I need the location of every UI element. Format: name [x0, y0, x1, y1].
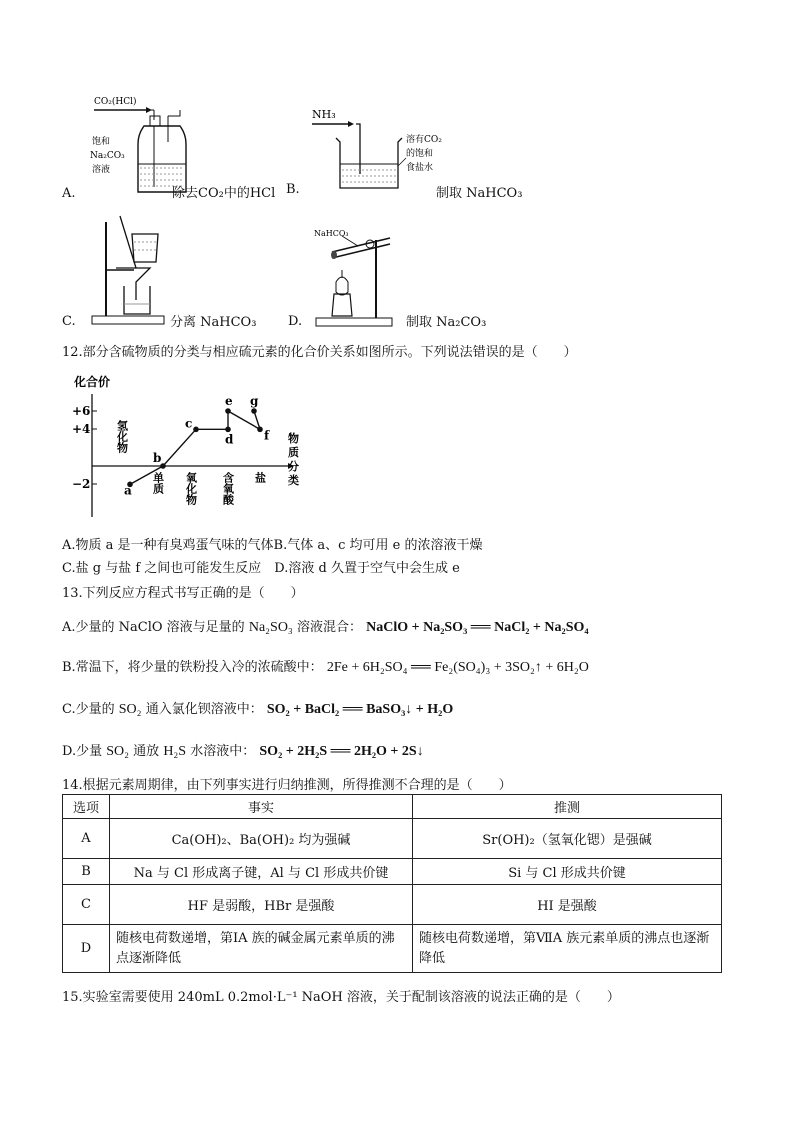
q11-option-a-text: 除去CO₂中的HCl [172, 186, 276, 201]
fig-a-label-1: 饱和 [92, 137, 111, 147]
fig-d-label: NaHCO₃ [314, 229, 349, 238]
q14-row-b-fact: Na 与 Cl 形成离子键，Al 与 Cl 形成共价键 [110, 859, 413, 885]
q12-options-ab: A.物质 a 是一种有臭鸡蛋气味的气体B.气体 a、c 均可用 e 的浓溶液干燥 [62, 538, 483, 553]
q14-row-a-guess: Sr(OH)₂（氢氧化锶）是强碱 [413, 819, 722, 859]
chart-y-tick-plus4: +4 [72, 422, 91, 436]
q11-option-d-text: 制取 Na₂CO₃ [406, 315, 487, 330]
fig-b-label-2: 的饱和 [406, 149, 434, 159]
q13-c-equation: SO₂ + BaCl₂ ══ BaSO₃↓ + H₂O [266, 702, 454, 717]
chart-point-label-c: c [185, 416, 193, 431]
fig-a-label-2: Na₂CO₃ [90, 151, 125, 161]
q13-c-prefix: C.少量的 [62, 702, 115, 717]
q13-d-middle-1: 通放 [133, 744, 160, 759]
q13-option-b [62, 656, 589, 676]
q14-row-a-fact: Ca(OH)₂、Ba(OH)₂ 均为强碱 [110, 819, 413, 859]
chart-category-oxyacid: 含氧酸 [221, 472, 235, 505]
q14-header-row [63, 795, 722, 819]
q13-d-equation: SO₂ + 2H₂S ══ 2H₂O + 2S↓ [259, 744, 424, 759]
q13-stem: 13.下列反应方程式书写正确的是（ ） [62, 586, 304, 601]
fig-b-label-1: 溶有CO₂ [406, 135, 442, 145]
table-row [63, 819, 722, 859]
table-row [63, 925, 722, 973]
q14-row-c-option: C [63, 885, 110, 925]
fig-a-gas-label: CO₂(HCl) [94, 97, 137, 107]
apparatus-d-heating [312, 222, 396, 330]
apparatus-c-filtration [88, 212, 168, 328]
q14-row-c-guess: HI 是强酸 [413, 885, 722, 925]
q11-option-c-letter: C. [62, 314, 76, 329]
q14-row-c-fact: HF 是弱酸，HBr 是强酸 [110, 885, 413, 925]
chart-category-salt: 盐 [253, 472, 267, 483]
q13-option-d [62, 740, 424, 760]
apparatus-b-beaker [312, 104, 442, 192]
chart-y-tick-minus2: −2 [72, 477, 91, 491]
q13-a-reagent: Na₂SO₃ [248, 620, 293, 635]
q13-d-prefix: D.少量 [62, 744, 103, 759]
q11-option-b-text: 制取 NaHCO₃ [436, 186, 523, 201]
chart-category-oxide: 氧化物 [184, 472, 198, 505]
q13-b-prefix: B.常温下，将少量的铁粉投入冷的浓硫酸中： [62, 660, 323, 675]
q13-d-reagent-1: SO₂ [106, 744, 130, 759]
q11-option-a-letter: A. [62, 186, 76, 201]
q13-b-equation: 2Fe + 6H₂SO₄ ══ Fe₂(SO₄)₃ + 3SO₂↑ + 6H₂O [326, 660, 589, 675]
q13-a-prefix: A.少量的 NaClO 溶液与足量的 [62, 620, 245, 635]
chart-point-label-e: e [225, 393, 233, 408]
q14-row-d-option: D [63, 925, 110, 973]
q13-option-a [62, 616, 589, 636]
chart-point-f [257, 427, 263, 433]
q15-stem: 15.实验室需要使用 240mL 0.2mol·L⁻¹ NaOH 溶液，关于配制该溶液的说法正确的是（ ） [62, 990, 620, 1005]
chart-category-simple-substance: 单质 [151, 472, 165, 494]
chart-y-tick-plus6: +6 [72, 404, 91, 418]
chart-x-title-1: 物 [288, 432, 299, 445]
chart-point-label-g: g [250, 393, 259, 408]
q12-options-cd: C.盐 g 与盐 f 之间也可能发生反应 D.溶液 d 久置于空气中会生成 e [62, 561, 460, 576]
fig-b-label-3: 食盐水 [406, 163, 434, 173]
q11-option-c-text: 分离 NaHCO₃ [170, 315, 257, 330]
chart-line-b-c [163, 429, 196, 466]
chart-x-title-4: 类 [288, 474, 299, 487]
q14-header-fact: 事实 [110, 795, 413, 819]
chart-point-label-d: d [225, 432, 234, 447]
q14-table [62, 794, 722, 973]
q14-header-option: 选项 [63, 795, 110, 819]
q13-d-reagent-2: H₂S [163, 744, 187, 759]
chart-point-d [225, 427, 231, 433]
chart-point-g [251, 408, 257, 414]
chart-point-label-f: f [264, 428, 270, 443]
table-row [63, 859, 722, 885]
chart-y-title: 化合价 [74, 375, 111, 389]
q13-a-equation: NaClO + Na₂SO₃ ══ NaCl₂ + Na₂SO₄ [366, 620, 589, 635]
q11-option-d-letter: D. [288, 314, 303, 329]
chart-category-hydride: 氢化物 [115, 420, 129, 453]
chart-point-label-a: a [124, 483, 132, 498]
q13-option-c [62, 698, 453, 718]
chart-point-label-b: b [153, 451, 162, 465]
q13-c-middle: 通入氯化钡溶液中： [145, 702, 263, 717]
q13-c-reagent: SO₂ [118, 702, 142, 717]
q12-valence-chart [62, 372, 312, 522]
q14-row-d-guess: 随核电荷数递增，第ⅦA 族元素单质的沸点也逐渐降低 [413, 925, 722, 973]
chart-x-title-3: 分 [288, 460, 299, 473]
q13-d-middle-2: 水溶液中： [190, 744, 256, 759]
q14-row-a-option: A [63, 819, 110, 859]
q14-header-guess: 推测 [413, 795, 722, 819]
q14-row-d-fact: 随核电荷数递增，第ⅠA 族的碱金属元素单质的沸点逐渐降低 [110, 925, 413, 973]
fig-a-label-3: 溶液 [92, 165, 111, 175]
q13-a-middle: 溶液混合： [296, 620, 362, 635]
chart-point-e [225, 408, 231, 414]
chart-x-title-2: 质 [288, 446, 299, 459]
table-row [63, 885, 722, 925]
q14-row-b-option: B [63, 859, 110, 885]
fig-b-gas-label: NH₃ [312, 108, 336, 121]
q12-stem: 12.部分含硫物质的分类与相应硫元素的化合价关系如图所示。下列说法错误的是（ ） [62, 345, 577, 360]
q11-option-b-letter: B. [286, 182, 300, 197]
q14-stem: 14.根据元素周期律，由下列事实进行归纳推测，所得推测不合理的是（ ） [62, 778, 512, 793]
q14-row-b-guess: Si 与 Cl 形成共价键 [413, 859, 722, 885]
chart-point-c [193, 427, 199, 433]
